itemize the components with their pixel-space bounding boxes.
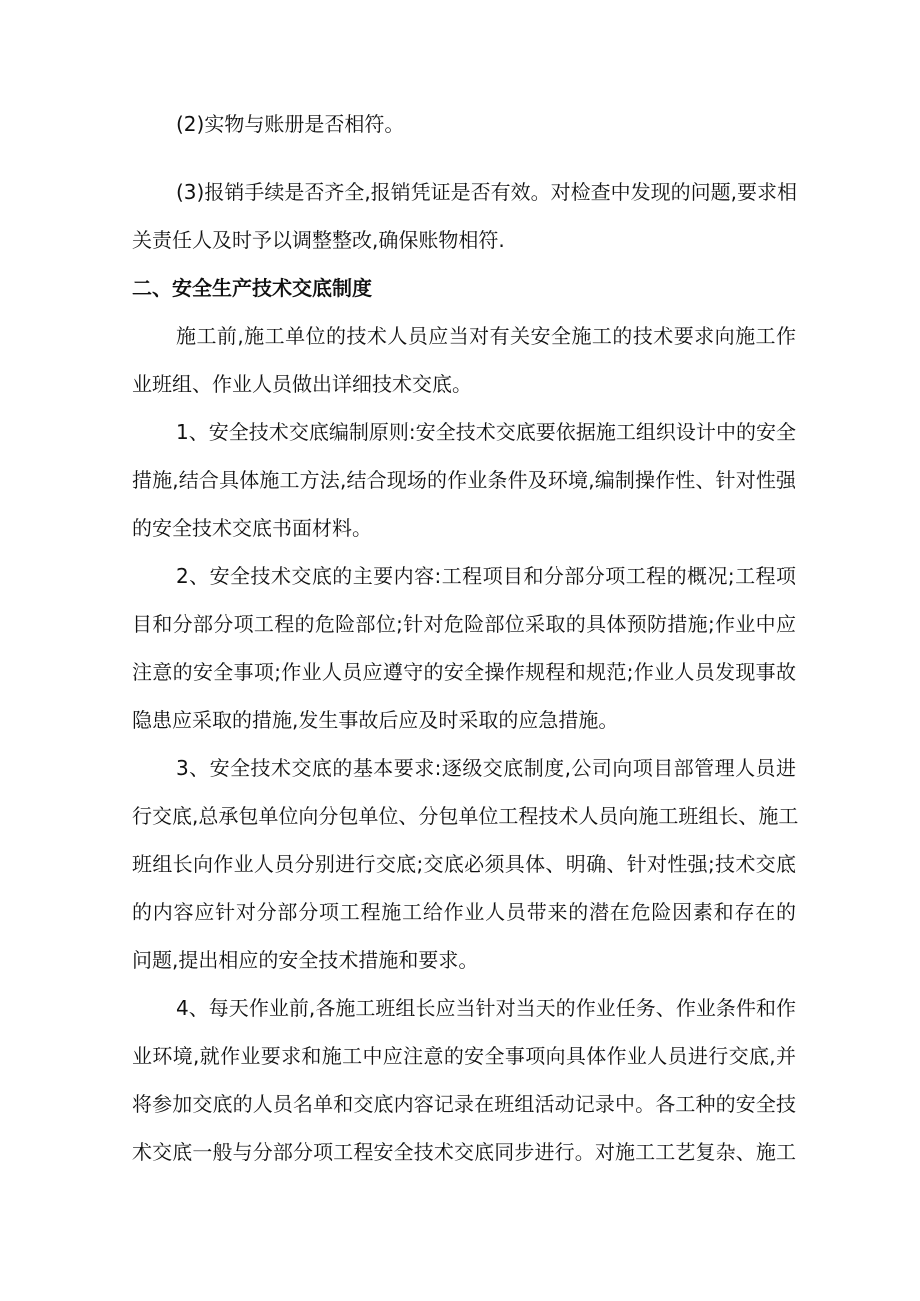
- content-paragraph-line-3: 注意的安全事项;作业人员应遵守的安全操作规程和规范;作业人员发现事故: [132, 660, 796, 684]
- daily-paragraph-line-2: 业环境,就作业要求和施工中应注意的安全事项向具体作业人员进行交底,并: [132, 1044, 796, 1068]
- paragraph-item-2: (2)实物与账册是否相符。: [176, 112, 405, 136]
- daily-paragraph-line-1: 4、每天作业前,各施工班组长应当针对当天的作业任务、作业条件和作: [176, 996, 796, 1020]
- principle-paragraph-line-1: 1、安全技术交底编制原则:安全技术交底要依据施工组织设计中的安全: [176, 420, 796, 444]
- content-paragraph-line-4: 隐患应采取的措施,发生事故后应及时采取的应急措施。: [132, 708, 619, 732]
- requirements-paragraph-line-5: 问题,提出相应的安全技术措施和要求。: [132, 948, 479, 972]
- intro-paragraph-line-1: 施工前,施工单位的技术人员应当对有关安全施工的技术要求向施工作: [176, 324, 796, 348]
- section-heading: 二、安全生产技术交底制度: [132, 276, 372, 300]
- principle-paragraph-line-2: 措施,结合具体施工方法,结合现场的作业条件及环境,编制操作性、针对性强: [132, 468, 796, 492]
- requirements-paragraph-line-3: 班组长向作业人员分别进行交底;交底必须具体、明确、针对性强;技术交底: [132, 852, 796, 876]
- intro-paragraph-line-2: 业班组、作业人员做出详细技术交底。: [132, 372, 472, 396]
- requirements-paragraph-line-1: 3、安全技术交底的基本要求:逐级交底制度,公司向项目部管理人员进: [176, 756, 796, 780]
- daily-paragraph-line-3: 将参加交底的人员名单和交底内容记录在班组活动记录中。各工种的安全技: [132, 1092, 796, 1116]
- paragraph-item-3-line-2: 关责任人及时予以调整整改,确保账物相符.: [132, 228, 505, 252]
- content-paragraph-line-2: 目和分部分项工程的危险部位;针对危险部位采取的具体预防措施;作业中应: [132, 612, 796, 636]
- daily-paragraph-line-4: 术交底一般与分部分项工程安全技术交底同步进行。对施工工艺复杂、施工: [132, 1140, 796, 1164]
- requirements-paragraph-line-2: 行交底,总承包单位向分包单位、分包单位工程技术人员向施工班组长、施工: [132, 804, 799, 828]
- content-paragraph-line-1: 2、安全技术交底的主要内容:工程项目和分部分项工程的概况;工程项: [176, 564, 796, 588]
- paragraph-item-3-line-1: (3)报销手续是否齐全,报销凭证是否有效。对检查中发现的问题,要求相: [176, 180, 798, 204]
- requirements-paragraph-line-4: 的内容应针对分部分项工程施工给作业人员带来的潜在危险因素和存在的: [132, 900, 796, 924]
- principle-paragraph-line-3: 的安全技术交底书面材料。: [132, 516, 372, 540]
